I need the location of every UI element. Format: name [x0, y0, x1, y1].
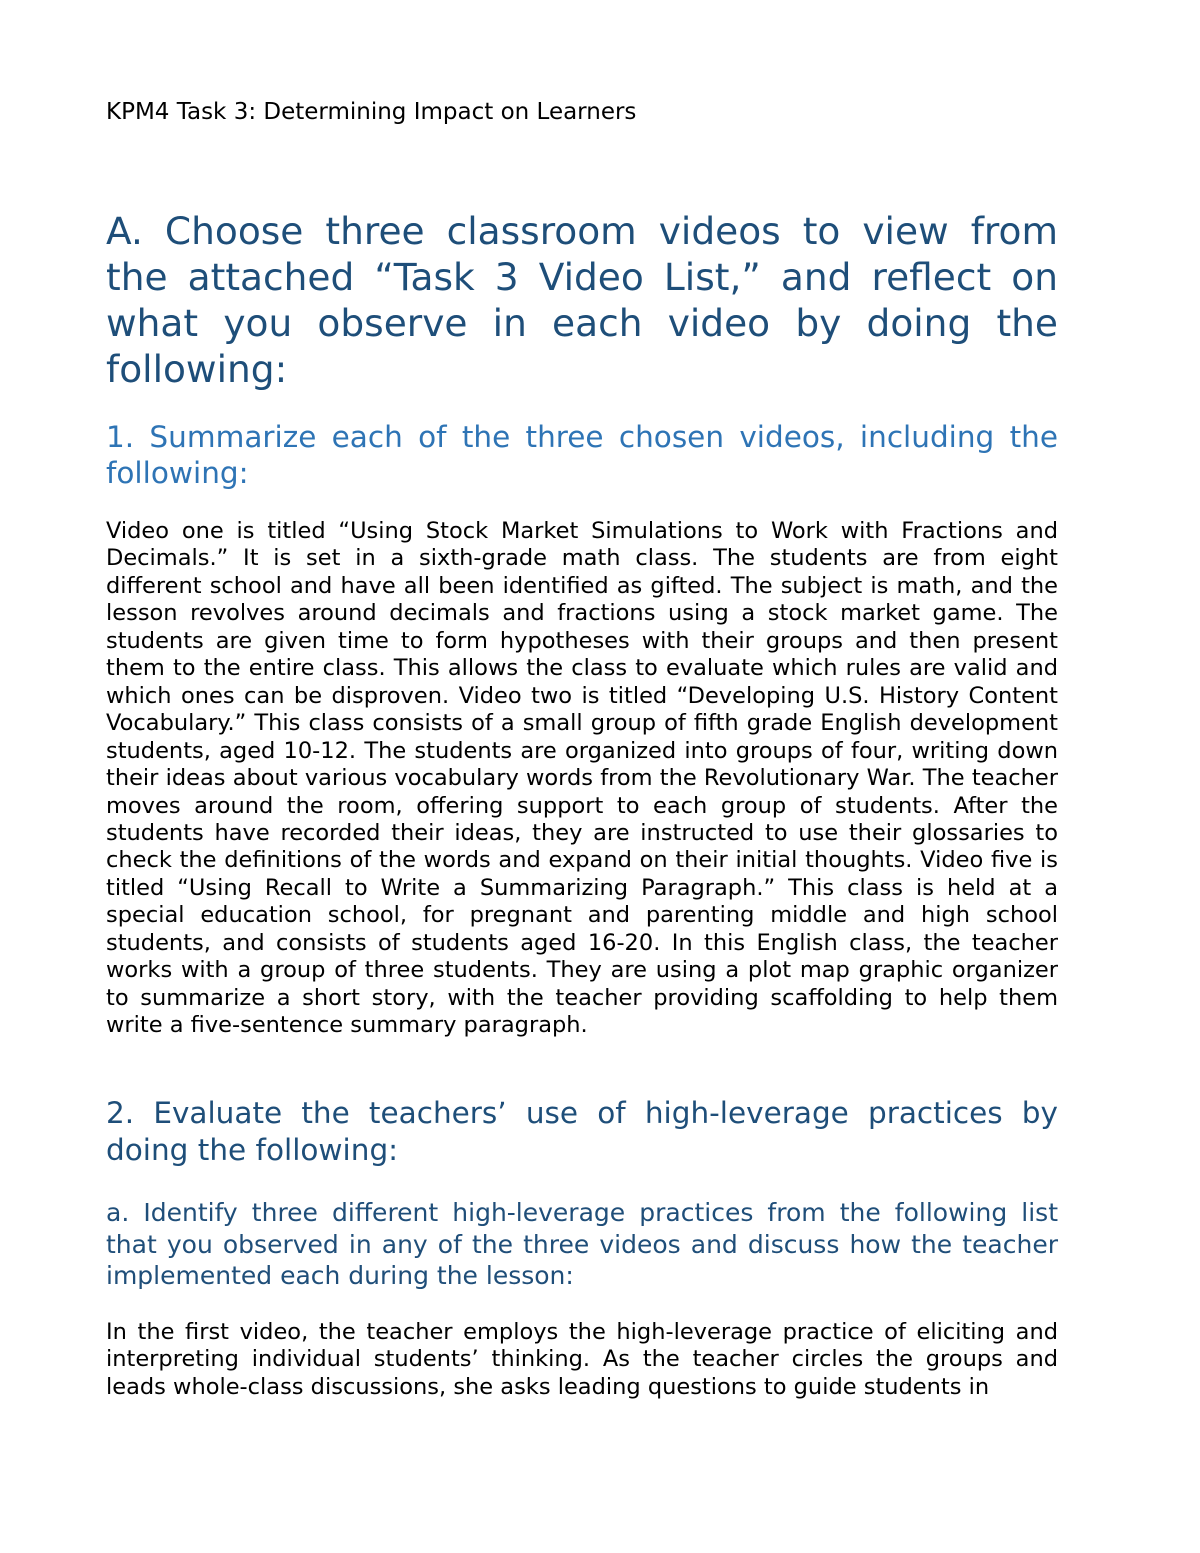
item-1-heading: 1. Summarize each of the three chosen videos, including the following:	[106, 420, 1058, 490]
item-2-heading: 2. Evaluate the teachers’ use of high-leverage practices by doing the following:	[106, 1096, 1058, 1167]
item-2a-heading: a. Identify three different high-leverage practices from the following list that you observed in any of the three videos and discuss how the teacher implemented each during the lesson:	[106, 1198, 1058, 1290]
item-1-body-paragraph: Video one is titled “Using Stock Market Simulations to Work with Fractions and Decimals.” It is set in a sixth-grade math class. The students are from eight different school and have all been identified as gifted. The subject is math, and the lesson revolves around decimals and fractions using a stock market game. The students are given time to form hypotheses with their groups and then present them to the entire class. This allows the class to evaluate which rules are valid and which ones can be disproven. Video two is titled “Developing U.S. History Content Vocabulary.” This class consists of a small group of fifth grade English development students, aged 10-12. The students are organized into groups of four, writing down their ideas about various vocabulary words from the Revolutionary War. The teacher moves around the room, offering support to each group of students. After the students have recorded their ideas, they are instructed to use their glossaries to check the definitions of the words and expand on their initial thoughts. Video five is titled “Using Recall to Write a Summarizing Paragraph.” This class is held at a special education school, for pregnant and parenting middle and high school students, and consists of students aged 16-20. In this English class, the teacher works with a group of three students. They are using a plot map graphic organizer to summarize a short story, with the teacher providing scaffolding to help them write a five-sentence summary paragraph.	[106, 518, 1058, 1039]
document-header: KPM4 Task 3: Determining Impact on Learners	[106, 99, 637, 125]
section-a-heading: A. Choose three classroom videos to view from the attached “Task 3 Video List,” and reflect on what you observe in each video by doing the following:	[106, 209, 1058, 391]
item-2a-body-paragraph: In the first video, the teacher employs the high-leverage practice of eliciting and interpreting individual students’ thinking. As the teacher circles the groups and leads whole-class discussions, she asks leading questions to guide students in	[106, 1319, 1058, 1400]
